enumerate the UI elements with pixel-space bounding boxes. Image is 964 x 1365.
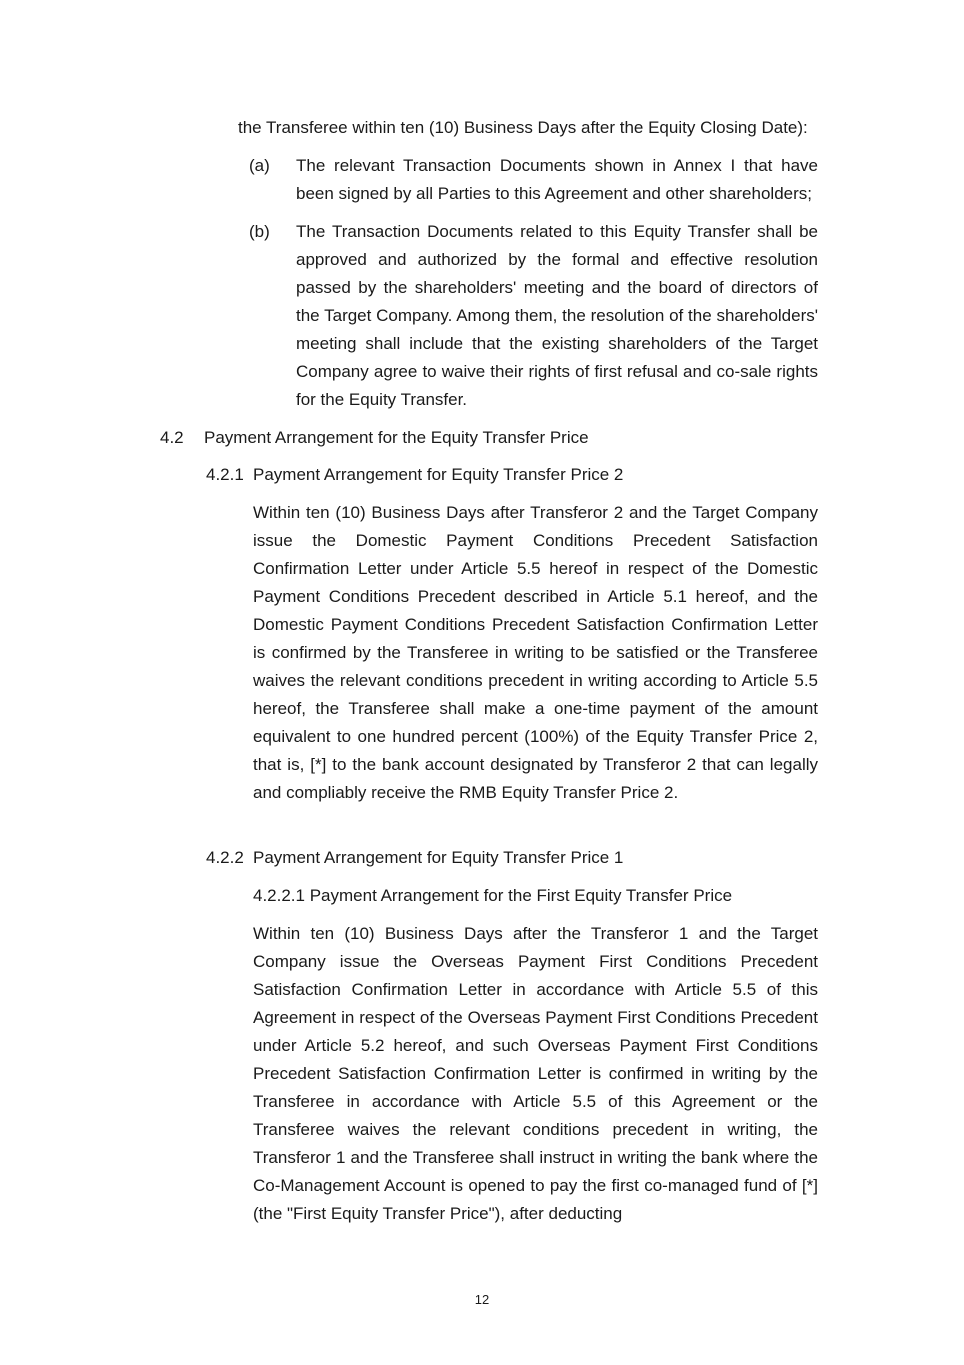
- section-4-2-2-number: 4.2.2: [206, 848, 244, 867]
- section-4-2-2-title: Payment Arrangement for Equity Transfer Price 1: [253, 848, 624, 867]
- item-b-text: The Transaction Documents related to this Equity Transfer shall be approved and authorized by the formal and effective resolution passed by the shareholders' meeting and the board of directors of the Target Company. Among them, the resolution of the shareholders' meeting shall include that the existing shareholders of the Target Company agree to waive their rights of first refusal and co-sale rights for the Equity Transfer.: [296, 222, 818, 409]
- item-b-marker: (b): [249, 222, 270, 241]
- section-4-2-2-1-heading: 4.2.2.1 Payment Arrangement for the First Equity Transfer Price: [253, 886, 733, 905]
- item-a-marker: (a): [249, 156, 270, 175]
- page-number: 12: [474, 1292, 490, 1307]
- section-4-2-number: 4.2: [160, 428, 184, 447]
- section-4-2-1-body: Within ten (10) Business Days after Transferor 2 and the Target Company issue the Domestic Payment Conditions Precedent Satisfaction Confirmation Letter under Article 5.5 hereof in respect of the Domestic Payment Conditions Precedent described in Article 5.1 hereof, and the Domestic Payment Conditions Precedent Satisfaction Confirmation Letter is confirmed by the Transferee in writing to be satisfied or the Transferee waives the relevant conditions precedent in writing according to Article 5.5 hereof, the Transferee shall make a one-time payment of the amount equivalent to one hundred percent (100%) of the Equity Transfer Price 2, that is, [*] to the bank account designated by Transferor 2 that can legally and compliably receive the RMB Equity Transfer Price 2.: [253, 503, 818, 802]
- section-4-2-1-title: Payment Arrangement for Equity Transfer Price 2: [253, 465, 624, 484]
- item-a-text: The relevant Transaction Documents shown in Annex I that have been signed by all Parties to this Agreement and other shareholders;: [296, 156, 818, 203]
- section-4-2-2-1-body: Within ten (10) Business Days after the Transferor 1 and the Target Company issue the Overseas Payment First Conditions Precedent Satisfaction Confirmation Letter in accordance with Article 5.5 of this Agreement in respect of the Overseas Payment First Conditions Precedent under Article 5.2 hereof, and such Overseas Payment First Conditions Precedent Satisfaction Confirmation Letter is confirmed in writing by the Transferee in accordance with Article 5.5 of this Agreement or the Transferee waives the relevant conditions precedent in writing, the Transferor 1 and the Transferee shall instruct in writing the bank where the Co-Management Account is opened to pay the first co-managed fund of [*] (the "First Equity Transfer Price"), after deducting: [253, 924, 818, 1223]
- section-4-2-title: Payment Arrangement for the Equity Transfer Price: [204, 428, 589, 447]
- section-4-2-1-number: 4.2.1: [206, 465, 244, 484]
- lead-line: the Transferee within ten (10) Business Days after the Equity Closing Date):: [238, 118, 808, 137]
